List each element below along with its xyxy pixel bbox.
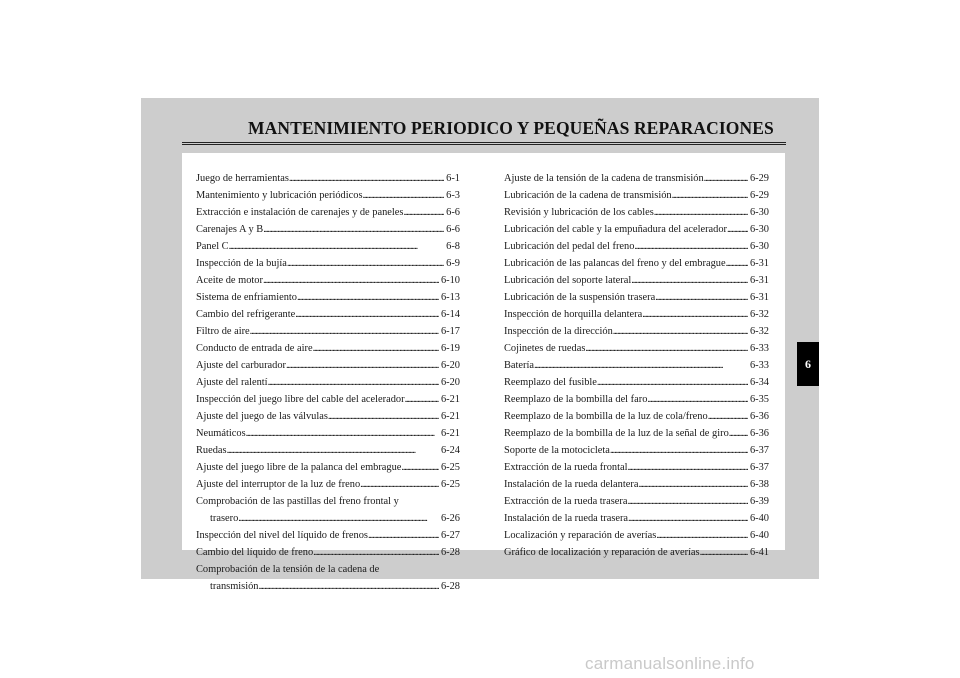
toc-entry[interactable] (504, 340, 769, 357)
toc-page-number: 6-6 (446, 224, 460, 235)
toc-page-number: 6-6 (446, 207, 460, 218)
toc-entry[interactable] (196, 187, 460, 204)
toc-page-number: 6-21 (440, 428, 460, 439)
toc-entry[interactable] (196, 323, 460, 340)
toc-entry-label: Instalación de la rueda delantera (504, 479, 639, 490)
toc-leader-dots (672, 187, 748, 204)
toc-leader-dots (229, 238, 445, 255)
toc-leader-dots (360, 476, 439, 493)
toc-entry[interactable] (196, 238, 460, 255)
toc-page-number: 6-8 (446, 241, 460, 252)
toc-entry[interactable] (504, 306, 769, 323)
toc-leader-dots (403, 204, 444, 221)
toc-entry-label: Extracción e instalación de carenajes y de paneles (196, 207, 404, 218)
toc-page-number: 6-29 (749, 190, 769, 201)
toc-entry-label: Neumáticos (196, 428, 246, 439)
toc-entry[interactable] (196, 289, 460, 306)
toc-leader-dots (585, 340, 748, 357)
toc-leader-dots (263, 221, 444, 238)
toc-leader-dots (654, 204, 748, 221)
toc-page-number: 6-30 (749, 207, 769, 218)
site-watermark: carmanualsonline.info (585, 654, 755, 673)
toc-leader-dots (259, 578, 439, 595)
toc-entry-label: Lubricación del pedal del freno (504, 241, 635, 252)
toc-page-number: 6-39 (749, 496, 769, 507)
toc-entry[interactable] (196, 340, 460, 357)
chapter-tab-marker[interactable]: 6 (797, 342, 819, 386)
toc-leader-dots (238, 510, 439, 527)
toc-leader-dots (727, 221, 748, 238)
toc-entry[interactable] (504, 510, 769, 527)
toc-leader-dots (642, 306, 748, 323)
toc-entry[interactable] (504, 170, 769, 187)
toc-entry[interactable] (196, 204, 460, 221)
toc-entry-label: Revisión y lubricación de los cables (504, 207, 654, 218)
toc-entry[interactable] (504, 323, 769, 340)
toc-entry[interactable] (504, 255, 769, 272)
toc-leader-dots (263, 272, 439, 289)
toc-leader-dots (246, 425, 439, 442)
toc-leader-dots (729, 425, 748, 442)
toc-entry-label: Soporte de la motocicleta (504, 445, 610, 456)
toc-page-number: 6-38 (749, 479, 769, 490)
toc-entry-label: Reemplazo de la bombilla de la luz de cola/freno (504, 411, 708, 422)
toc-entry-label: Conducto de entrada de aire (196, 343, 313, 354)
toc-leader-dots (627, 493, 747, 510)
toc-leader-dots (405, 391, 439, 408)
toc-leader-dots (297, 289, 439, 306)
toc-left-column (196, 170, 460, 595)
toc-entry-label: Lubricación de la cadena de transmisión (504, 190, 672, 201)
toc-entry-label: Ajuste de la tensión de la cadena de transmisión (504, 173, 704, 184)
toc-leader-dots (287, 255, 444, 272)
toc-page-number: 6-30 (749, 241, 769, 252)
toc-page-number: 6-29 (749, 173, 769, 184)
toc-entry-label: Instalación de la rueda trasera (504, 513, 629, 524)
toc-entry-label: Inspección del nivel del líquido de frenos (196, 530, 368, 541)
toc-entry[interactable] (504, 459, 769, 476)
toc-entry[interactable] (504, 238, 769, 255)
toc-leader-dots (286, 357, 439, 374)
toc-entry-label: Juego de herramientas (196, 173, 289, 184)
toc-entry-label: Comprobación de la tensión de la cadena de (196, 564, 380, 575)
toc-entry[interactable] (196, 374, 460, 391)
toc-entry[interactable] (196, 544, 460, 561)
toc-entry-label: Cojinetes de ruedas (504, 343, 586, 354)
toc-entry-label: Ruedas (196, 445, 227, 456)
toc-entry-label: Comprobación de las pastillas del freno frontal y (196, 496, 399, 507)
toc-page-number: 6-33 (749, 343, 769, 354)
toc-entry[interactable] (196, 561, 460, 595)
toc-entry[interactable] (196, 527, 460, 544)
title-underline (182, 142, 786, 145)
toc-page-number: 6-32 (749, 326, 769, 337)
toc-leader-dots (328, 408, 439, 425)
toc-leader-dots (613, 323, 748, 340)
toc-leader-dots (313, 544, 439, 561)
toc-leader-dots (313, 340, 439, 357)
toc-leader-dots (726, 255, 748, 272)
toc-entry-continuation (196, 578, 460, 595)
toc-entry[interactable] (504, 357, 769, 374)
toc-leader-dots (647, 391, 748, 408)
toc-entry-label: Extracción de la rueda frontal (504, 462, 628, 473)
toc-entry-label: Inspección de horquilla delantera (504, 309, 643, 320)
toc-page-number: 6-10 (440, 275, 460, 286)
toc-entry-label: Lubricación de las palancas del freno y del embrague (504, 258, 726, 269)
toc-entry-label: Lubricación de la suspensión trasera (504, 292, 656, 303)
toc-entry-label: Inspección de la bujía (196, 258, 287, 269)
toc-entry[interactable] (504, 544, 769, 561)
toc-page-number: 6-28 (440, 547, 460, 558)
toc-entry-label: Ajuste del carburador (196, 360, 287, 371)
toc-entry-label: Sistema de enfriamiento (196, 292, 297, 303)
toc-page-number: 6-37 (749, 445, 769, 456)
toc-page-number: 6-25 (440, 462, 460, 473)
toc-entry[interactable] (504, 289, 769, 306)
toc-entry[interactable] (504, 204, 769, 221)
toc-entry-label: Reemplazo de la bombilla del faro (504, 394, 648, 405)
toc-entry-label: Lubricación del cable y la empuñadura del acelerador (504, 224, 727, 235)
toc-leader-dots (295, 306, 439, 323)
toc-leader-dots (638, 476, 748, 493)
toc-leader-dots (227, 442, 439, 459)
toc-leader-dots (401, 459, 439, 476)
toc-page-number: 6-9 (446, 258, 460, 269)
toc-page-number: 6-28 (440, 581, 460, 592)
toc-entry[interactable] (196, 221, 460, 238)
toc-entry-label: Extracción de la rueda trasera (504, 496, 628, 507)
toc-right-column (504, 170, 769, 561)
toc-leader-dots (704, 170, 748, 187)
chapter-title: MANTENIMIENTO PERIODICO Y PEQUEÑAS REPARACIONES (248, 118, 774, 138)
toc-entry-label: Carenajes A y B (196, 224, 264, 235)
toc-entry-label: Inspección de la dirección (504, 326, 613, 337)
toc-page-number: 6-21 (440, 411, 460, 422)
toc-page-number: 6-21 (440, 394, 460, 405)
toc-page-number: 6-17 (440, 326, 460, 337)
toc-page-number: 6-1 (446, 173, 460, 184)
toc-entry-label: Ajuste del interruptor de la luz de freno (196, 479, 361, 490)
toc-entry[interactable] (196, 272, 460, 289)
toc-entry[interactable] (504, 391, 769, 408)
toc-entry[interactable] (196, 425, 460, 442)
toc-page-number: 6-34 (749, 377, 769, 388)
toc-leader-dots (700, 544, 748, 561)
toc-entry-label: Filtro de aire (196, 326, 250, 337)
toc-page-number: 6-32 (749, 309, 769, 320)
toc-leader-dots (628, 510, 748, 527)
toc-entry-label: Mantenimiento y lubricación periódicos (196, 190, 363, 201)
toc-page-number: 6-33 (749, 360, 769, 371)
toc-page-number: 6-40 (749, 530, 769, 541)
toc-leader-dots (268, 374, 439, 391)
toc-entry[interactable] (504, 408, 769, 425)
toc-entry-label: Ajuste del juego de las válvulas (196, 411, 328, 422)
toc-page-number: 6-24 (440, 445, 460, 456)
toc-page-number: 6-31 (749, 258, 769, 269)
toc-page-number: 6-26 (440, 513, 460, 524)
toc-entry[interactable] (196, 170, 460, 187)
toc-entry[interactable] (196, 459, 460, 476)
toc-entry-label-continued: trasero (210, 513, 239, 524)
toc-entry[interactable] (196, 255, 460, 272)
toc-leader-dots (597, 374, 748, 391)
toc-entry[interactable] (504, 425, 769, 442)
toc-page-number: 6-35 (749, 394, 769, 405)
toc-leader-dots (655, 289, 748, 306)
toc-leader-dots (534, 357, 748, 374)
toc-page-number: 6-40 (749, 513, 769, 524)
toc-page-number: 6-3 (446, 190, 460, 201)
toc-page-number: 6-36 (749, 428, 769, 439)
toc-entry-label: Cambio del líquido de freno (196, 547, 314, 558)
toc-leader-dots (368, 527, 439, 544)
toc-leader-dots (708, 408, 748, 425)
toc-entry[interactable] (504, 221, 769, 238)
toc-panel (182, 153, 785, 592)
toc-entry-label: Inspección del juego libre del cable del acelerador (196, 394, 405, 405)
toc-leader-dots (634, 238, 748, 255)
toc-leader-dots (363, 187, 445, 204)
toc-entry[interactable] (504, 187, 769, 204)
toc-entry-label-continued: transmisión (210, 581, 259, 592)
toc-entry-label: Reemplazo de la bombilla de la luz de la señal de giro (504, 428, 729, 439)
toc-entry[interactable] (196, 391, 460, 408)
toc-entry[interactable] (504, 272, 769, 289)
toc-entry-label: Ajuste del juego libre de la palanca del embrague (196, 462, 402, 473)
toc-entry-continuation (196, 510, 460, 527)
toc-page-number: 6-30 (749, 224, 769, 235)
toc-entry[interactable] (196, 476, 460, 493)
toc-entry[interactable] (196, 493, 460, 527)
toc-entry-label: Gráfico de localización y reparación de averías (504, 547, 700, 558)
toc-entry[interactable] (504, 476, 769, 493)
toc-leader-dots (610, 442, 748, 459)
toc-page-number: 6-41 (749, 547, 769, 558)
toc-page-number: 6-13 (440, 292, 460, 303)
toc-entry-label: Lubricación del soporte lateral (504, 275, 632, 286)
toc-entry[interactable] (504, 527, 769, 544)
toc-page-number: 6-37 (749, 462, 769, 473)
toc-page-number: 6-25 (440, 479, 460, 490)
toc-entry-label: Panel C (196, 241, 229, 252)
toc-entry-label: Batería (504, 360, 534, 371)
toc-entry[interactable] (196, 442, 460, 459)
toc-leader-dots (289, 170, 444, 187)
toc-entry[interactable] (196, 306, 460, 323)
toc-entry-label: Ajuste del ralentí (196, 377, 268, 388)
toc-entry[interactable] (504, 442, 769, 459)
toc-entry-label: Aceite de motor (196, 275, 263, 286)
toc-entry[interactable] (196, 408, 460, 425)
toc-page-number: 6-19 (440, 343, 460, 354)
toc-entry-label: Cambio del refrigerante (196, 309, 296, 320)
toc-leader-dots (631, 272, 748, 289)
toc-entry[interactable] (504, 493, 769, 510)
toc-entry-label: Reemplazo del fusible (504, 377, 597, 388)
toc-leader-dots (250, 323, 439, 340)
toc-entry-label: Localización y reparación de averías (504, 530, 657, 541)
toc-page-number: 6-36 (749, 411, 769, 422)
toc-page-number: 6-27 (440, 530, 460, 541)
toc-page-number: 6-20 (440, 360, 460, 371)
toc-page-number: 6-20 (440, 377, 460, 388)
toc-leader-dots (627, 459, 747, 476)
toc-leader-dots (656, 527, 748, 544)
toc-page-number: 6-14 (440, 309, 460, 320)
toc-entry[interactable] (504, 374, 769, 391)
toc-page-number: 6-31 (749, 292, 769, 303)
toc-page-number: 6-31 (749, 275, 769, 286)
toc-entry[interactable] (196, 357, 460, 374)
